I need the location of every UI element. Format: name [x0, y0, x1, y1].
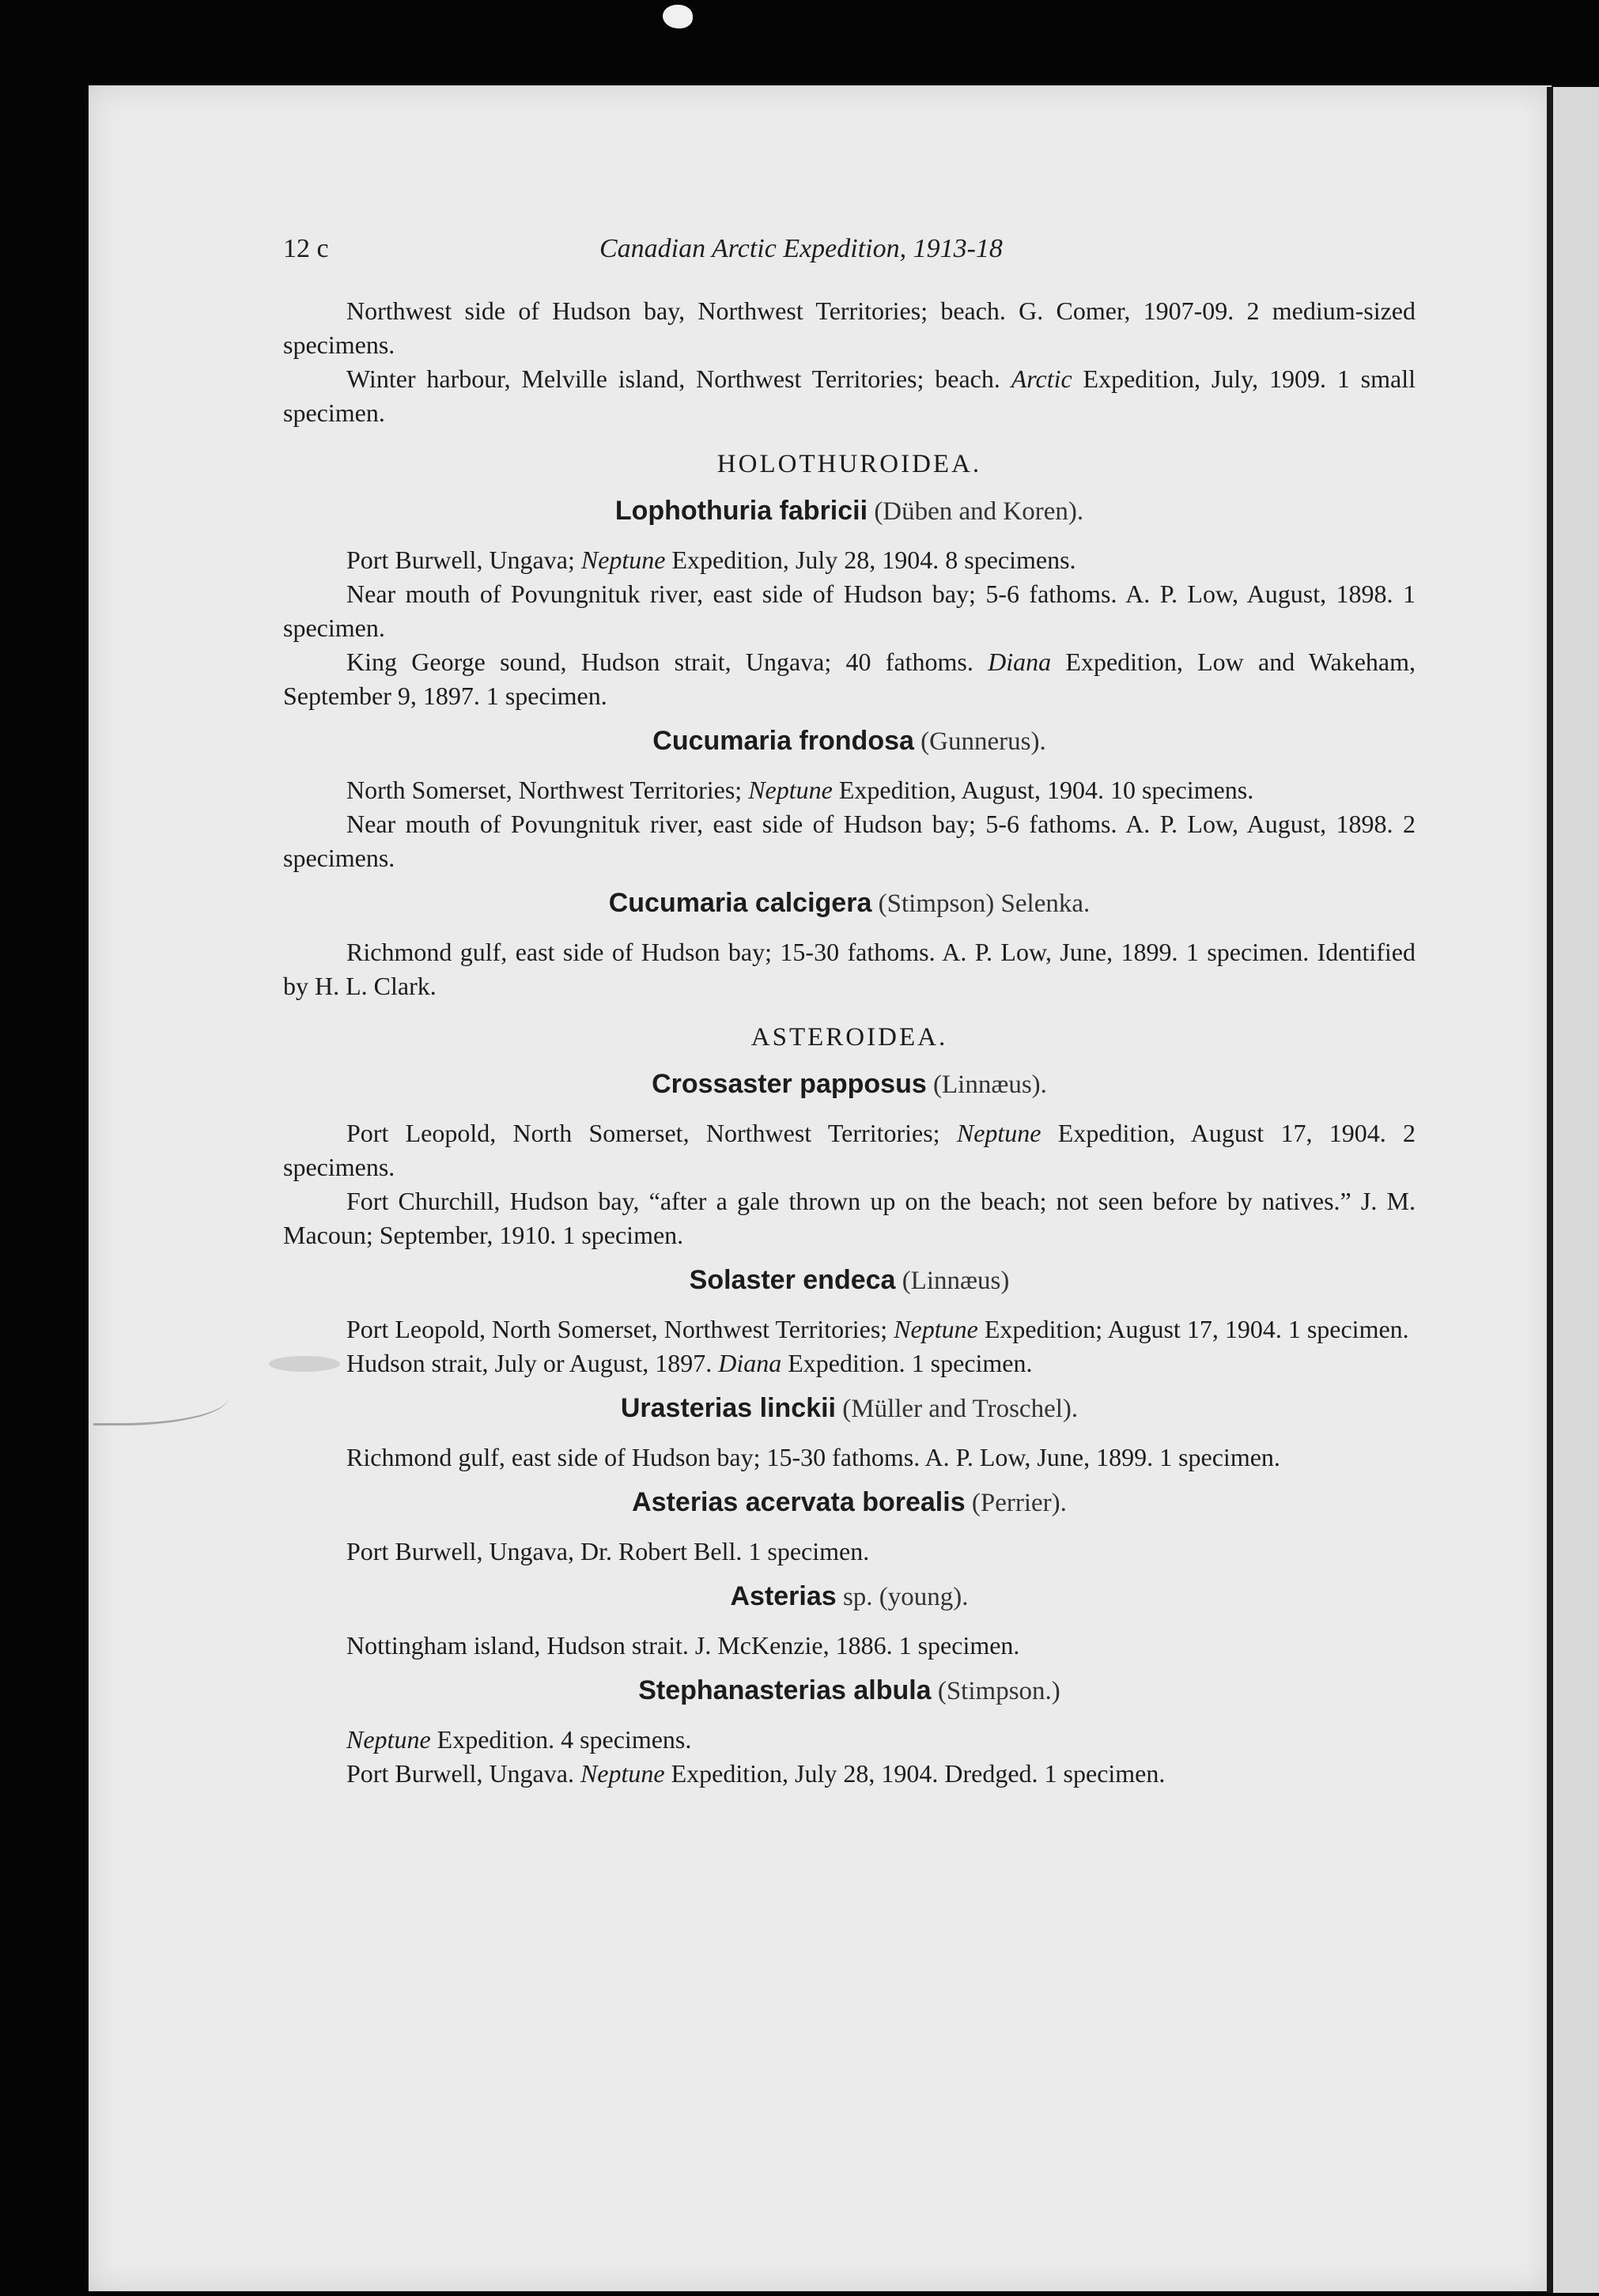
- text-segment: Richmond gulf, east side of Hudson bay; 15-30 fathoms. A. P. Low, June, 1899. 1 specimen.: [346, 1443, 1280, 1471]
- body-paragraph: [283, 362, 1416, 430]
- section-heading: HOLOTHUROIDEA.: [716, 450, 982, 478]
- body-paragraph: [283, 577, 1416, 645]
- page-header: [283, 234, 1416, 266]
- italic-text: Neptune: [748, 776, 833, 804]
- body-paragraph: [283, 1629, 1416, 1663]
- text-segment: North Somerset, Northwest Territories;: [346, 776, 749, 804]
- text-segment: Port Burwell, Ungava, Dr. Robert Bell. 1 specimen.: [346, 1537, 870, 1565]
- page-number: 12 c: [283, 234, 329, 263]
- text-segment: Port Leopold, North Somerset, Northwest Territories;: [346, 1315, 894, 1343]
- body-paragraph: [283, 543, 1416, 577]
- body-paragraph: [283, 1346, 1416, 1380]
- species-authority: (Linnæus).: [933, 1071, 1047, 1099]
- italic-text: Arctic: [1011, 364, 1072, 393]
- italic-text: Neptune: [894, 1315, 978, 1343]
- body-paragraph: [283, 1535, 1416, 1569]
- running-title: Canadian Arctic Expedition, 1913-18: [599, 234, 1003, 263]
- text-segment: Fort Churchill, Hudson bay, “after a gale thrown up on the beach; not seen before by natives.” J. M. Macoun; September, 1910. 1 specimen.: [283, 1187, 1416, 1249]
- text-segment: Expedition. 4 specimens.: [430, 1725, 692, 1754]
- page-edge-shadow: [1547, 87, 1553, 2293]
- scan-blot: [663, 5, 693, 28]
- species-name: Crossaster papposus: [652, 1069, 927, 1099]
- body-paragraph: [283, 1312, 1416, 1346]
- italic-text: Neptune: [580, 546, 666, 574]
- species-name: Stephanasterias albula: [638, 1675, 932, 1705]
- body-paragraph: [283, 294, 1416, 362]
- body-paragraph: [283, 773, 1416, 807]
- body-paragraph: [283, 935, 1416, 1003]
- text-segment: Expedition, August, 1904. 10 specimens.: [832, 776, 1254, 804]
- page-body: [283, 294, 1416, 1791]
- body-paragraph: [283, 1757, 1416, 1791]
- body-paragraph: [283, 1116, 1416, 1184]
- text-segment: King George sound, Hudson strait, Ungava; 40 fathoms.: [346, 648, 989, 676]
- species-name: Solaster endeca: [689, 1265, 896, 1295]
- species-name: Asterias: [730, 1581, 837, 1611]
- italic-text: Neptune: [580, 1759, 665, 1788]
- body-paragraph: [283, 1184, 1416, 1252]
- text-segment: Expedition; August 17, 1904. 1 specimen.: [977, 1315, 1409, 1343]
- text-segment: Expedition, August 17, 1904. 2 specimens.: [283, 1119, 1416, 1181]
- species-authority: (Müller and Troschel).: [842, 1395, 1079, 1423]
- body-paragraph: [283, 1723, 1416, 1757]
- text-segment: Near mouth of Povungnituk river, east side of Hudson bay; 5-6 fathoms. A. P. Low, August, 1898. 2 specimens.: [283, 810, 1416, 872]
- species-heading: [283, 886, 1416, 921]
- italic-text: Neptune: [956, 1119, 1041, 1147]
- text-segment: Expedition, July 28, 1904. 8 specimens.: [665, 546, 1076, 574]
- adjacent-page-strip: [1553, 87, 1599, 2293]
- text-segment: Expedition, Low and Wakeham, September 9, 1897. 1 specimen.: [283, 648, 1416, 710]
- species-authority: (Stimpson) Selenka.: [878, 889, 1091, 918]
- text-segment: Northwest side of Hudson bay, Northwest Territories; beach. G. Comer, 1907-09. 2 medium-sized specimens.: [283, 296, 1416, 359]
- species-name: Lophothuria fabricii: [614, 496, 868, 526]
- species-authority: sp. (young).: [842, 1583, 969, 1611]
- species-heading: [283, 1263, 1416, 1298]
- body-paragraph: [283, 645, 1416, 713]
- body-paragraph: [283, 1441, 1416, 1475]
- species-name: Asterias acervata borealis: [632, 1487, 966, 1517]
- text-segment: Expedition, July, 1909. 1 small specimen.: [283, 364, 1416, 427]
- text-segment: Port Burwell, Ungava.: [346, 1759, 580, 1788]
- species-name: Cucumaria frondosa: [652, 726, 914, 756]
- text-segment: Port Leopold, North Somerset, Northwest Territories;: [346, 1119, 957, 1147]
- species-heading: [283, 1674, 1416, 1709]
- section-heading: ASTEROIDEA.: [750, 1023, 948, 1052]
- species-authority: (Linnæus): [902, 1267, 1010, 1295]
- species-name: Cucumaria calcigera: [608, 888, 872, 918]
- italic-text: Neptune: [346, 1725, 431, 1754]
- species-authority: (Gunnerus).: [920, 727, 1046, 756]
- text-segment: Winter harbour, Melville island, Northwest Territories; beach.: [346, 364, 1011, 393]
- body-paragraph: [283, 807, 1416, 875]
- text-segment: Port Burwell, Ungava;: [346, 546, 581, 574]
- text-segment: Expedition, July 28, 1904. Dredged. 1 specimen.: [664, 1759, 1166, 1788]
- text-segment: Richmond gulf, east side of Hudson bay; 15-30 fathoms. A. P. Low, June, 1899. 1 specimen. Identified by H. L. Clark.: [283, 938, 1416, 1000]
- text-segment: Nottingham island, Hudson strait. J. McKenzie, 1886. 1 specimen.: [346, 1631, 1020, 1660]
- species-heading: [283, 724, 1416, 759]
- species-name: Urasterias linckii: [620, 1393, 836, 1423]
- species-heading: [283, 1486, 1416, 1520]
- italic-text: Diana: [988, 648, 1052, 676]
- species-authority: (Stimpson.): [937, 1677, 1060, 1705]
- species-heading: [283, 494, 1416, 529]
- text-segment: Expedition. 1 specimen.: [781, 1349, 1033, 1377]
- species-authority: (Düben and Koren).: [874, 497, 1084, 526]
- species-authority: (Perrier).: [971, 1489, 1067, 1517]
- text-segment: Near mouth of Povungnituk river, east side of Hudson bay; 5-6 fathoms. A. P. Low, August, 1898. 1 specimen.: [283, 580, 1416, 642]
- species-heading: [283, 1392, 1416, 1426]
- italic-text: Diana: [718, 1349, 782, 1377]
- species-heading: [283, 1580, 1416, 1614]
- text-segment: Hudson strait, July or August, 1897.: [346, 1349, 719, 1377]
- species-heading: [283, 1067, 1416, 1102]
